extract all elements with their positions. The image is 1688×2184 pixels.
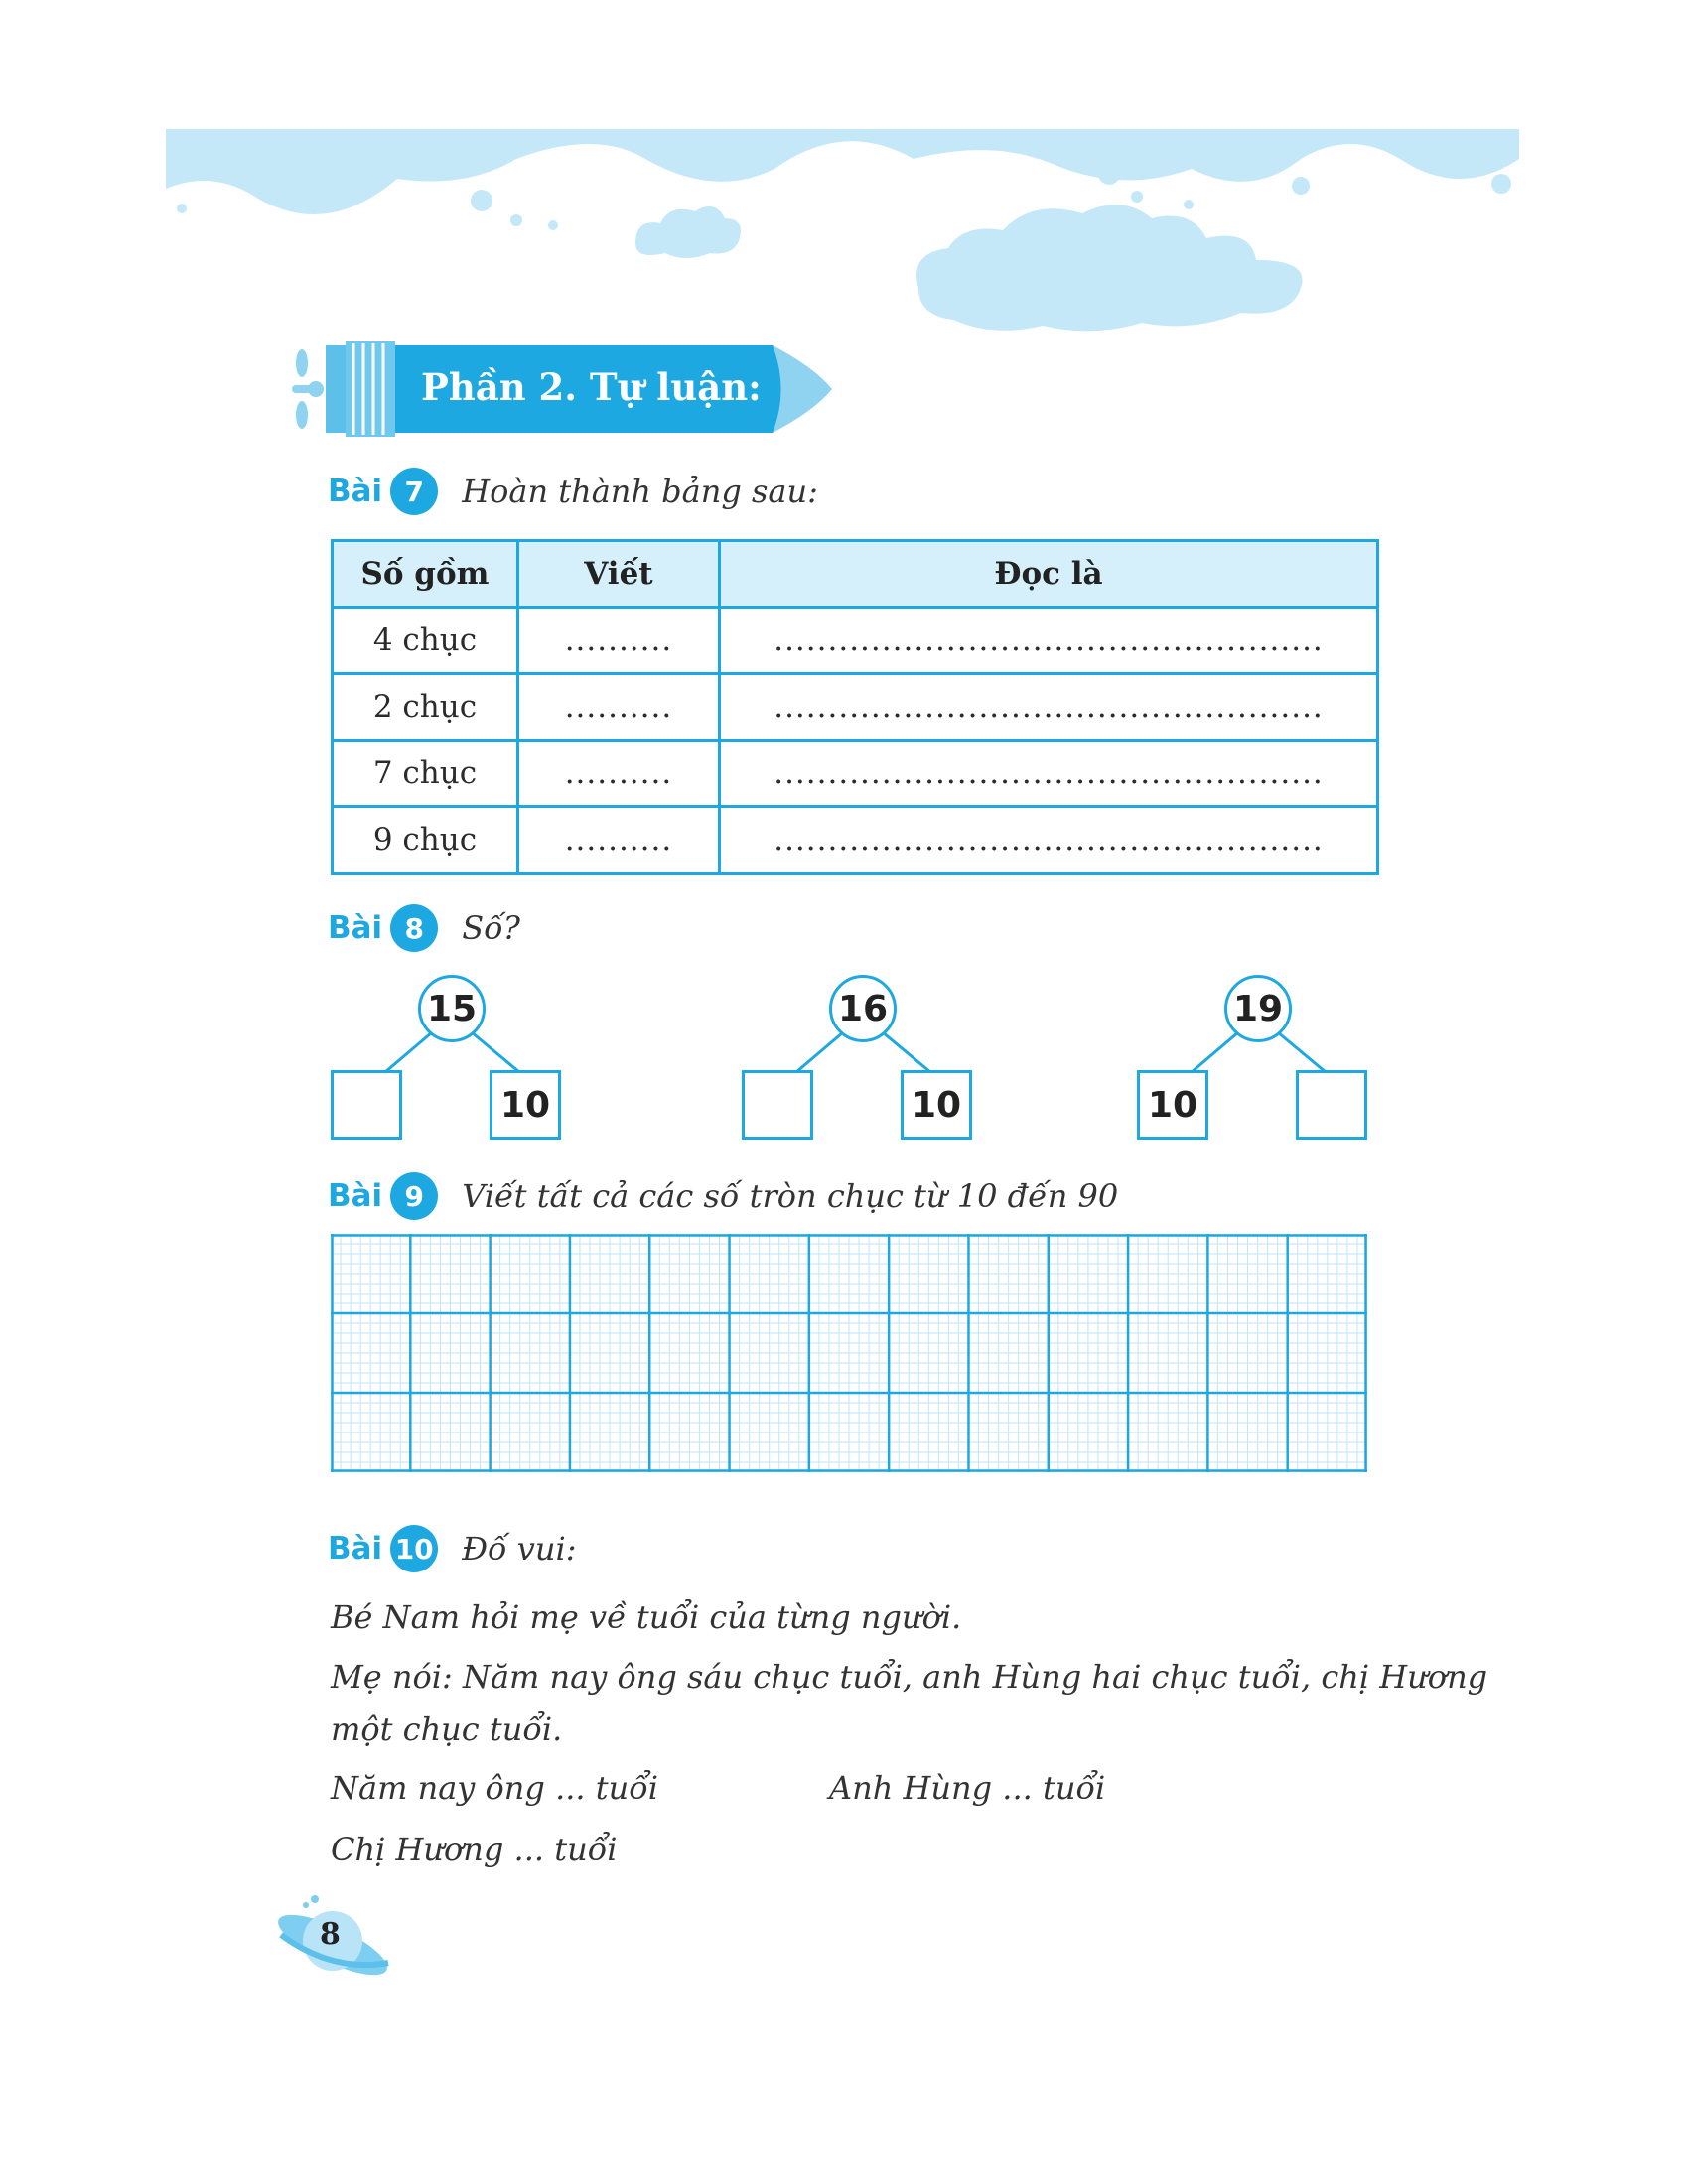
page-number: 8 [320,1917,341,1952]
bond-part-right[interactable] [1296,1070,1367,1140]
number-bond [331,975,589,1144]
bond-part-left[interactable] [742,1070,813,1140]
table-cell-tens: 2 chục [333,674,518,741]
exercise-label: Bài [328,1178,383,1214]
write-blank[interactable]: .......... [517,741,719,807]
exercise-7-heading [328,468,818,515]
story-line: một chục tuổi. [331,1710,563,1748]
column-header: Viết [517,541,719,608]
read-blank[interactable]: ................................................... [720,674,1378,741]
exercise-label: Bài [328,1531,383,1567]
exercise-label: Bài [328,474,383,509]
read-blank[interactable]: ................................................... [720,741,1378,807]
read-blank[interactable]: ................................................... [720,807,1378,874]
write-blank[interactable]: .......... [517,608,719,674]
bond-part-left[interactable] [331,1070,402,1140]
table-header-row [333,541,1378,608]
exercise-prompt: Hoàn thành bảng sau: [462,473,818,510]
bond-part-right[interactable]: 10 [490,1070,561,1140]
bond-whole: 15 [418,975,486,1042]
exercise-number-badge: 8 [390,904,438,952]
exercise-number-badge: 7 [390,468,438,515]
column-header: Số gồm [333,541,518,608]
table-row [333,674,1378,741]
write-blank[interactable]: .......... [517,807,719,874]
number-bond [1137,975,1395,1144]
exercise-prompt: Viết tất cả các số tròn chục từ 10 đến 90 [462,1177,1119,1215]
write-blank[interactable]: .......... [517,674,719,741]
exercise-prompt: Số? [462,909,520,947]
exercise-10-heading [328,1525,576,1572]
exercise-prompt: Đố vui: [462,1530,577,1568]
tens-table [331,539,1379,875]
table-row [333,741,1378,807]
bond-part-right[interactable]: 10 [901,1070,972,1140]
section-title: Phần 2. Tự luận: [421,365,762,409]
bond-part-left[interactable]: 10 [1137,1070,1208,1140]
writing-grid[interactable] [331,1234,1367,1472]
exercise-8-heading [328,904,520,952]
story-line: Bé Nam hỏi mẹ về tuổi của từng người. [331,1598,962,1636]
bond-whole: 19 [1224,975,1292,1042]
cloud-decoration [0,0,1688,357]
table-cell-tens: 4 chục [333,608,518,674]
story-line: Mẹ nói: Năm nay ông sáu chục tuổi, anh Hùng hai chục tuổi, chị Hương [331,1658,1488,1696]
table-cell-tens: 9 chục [333,807,518,874]
question-hung-age: Anh Hùng ... tuổi [829,1769,1106,1807]
number-bond [742,975,1000,1144]
question-huong-age: Chị Hương ... tuổi [331,1831,618,1868]
exercise-label: Bài [328,910,383,946]
exercise-number-badge: 9 [390,1172,438,1220]
column-header: Đọc là [720,541,1378,608]
table-row [333,608,1378,674]
bond-whole: 16 [829,975,897,1042]
table-cell-tens: 7 chục [333,741,518,807]
exercise-number-badge: 10 [390,1525,438,1572]
question-grandfather-age: Năm nay ông ... tuổi [331,1769,659,1807]
table-row [333,807,1378,874]
read-blank[interactable]: ................................................... [720,608,1378,674]
exercise-9-heading [328,1172,1118,1220]
